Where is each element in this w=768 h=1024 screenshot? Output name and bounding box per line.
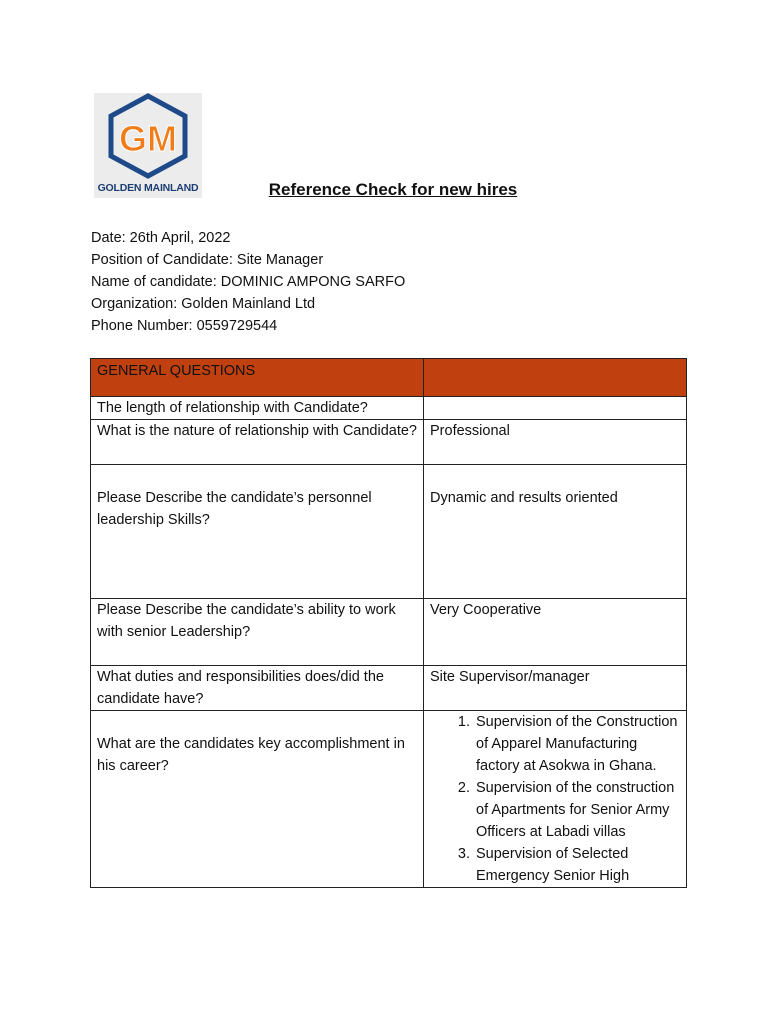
- table-row: [91, 465, 687, 599]
- answer-cell: [424, 397, 687, 420]
- answer-cell: Dynamic and results oriented: [430, 490, 618, 506]
- logo-company-name: GOLDEN MAINLAND: [97, 182, 199, 194]
- table-row: [91, 666, 687, 711]
- gm-hexagon-logo-icon: [94, 93, 202, 181]
- candidate-name-line: Name of candidate: DOMINIC AMPONG SARFO: [91, 274, 406, 290]
- table-row: [91, 599, 687, 666]
- candidate-info: [91, 227, 405, 337]
- header-answer-cell: [424, 359, 687, 397]
- question-cell: What is the nature of relationship with Candidate?: [91, 420, 424, 465]
- table-row: [91, 711, 687, 888]
- header-question-cell: GENERAL QUESTIONS: [91, 359, 424, 397]
- date-line: Date: 26th April, 2022: [91, 230, 231, 246]
- reference-table: [90, 358, 687, 888]
- document-title: Reference Check for new hires: [268, 180, 518, 199]
- table-header-row: [91, 359, 687, 397]
- list-item: 1. Supervision of the Construction of Apparel Manufacturing factory at Asokwa in Ghana.: [474, 711, 680, 777]
- list-item: 3. Supervision of Selected Emergency Senior High: [474, 843, 680, 887]
- table-row: [91, 420, 687, 465]
- list-item: 2. Supervision of the construction of Apartments for Senior Army Officers at Labadi villas: [474, 777, 680, 843]
- question-cell: Please Describe the candidate’s ability to work with senior Leadership?: [91, 599, 424, 666]
- answer-cell: Very Cooperative: [424, 599, 687, 666]
- table-row: [91, 397, 687, 420]
- phone-line: Phone Number: 0559729544: [91, 318, 278, 334]
- answer-cell: Professional: [424, 420, 687, 465]
- answer-cell: Site Supervisor/manager: [424, 666, 687, 711]
- organization-line: Organization: Golden Mainland Ltd: [91, 296, 316, 312]
- accomplishments-list: [430, 711, 680, 887]
- position-line: Position of Candidate: Site Manager: [91, 252, 324, 268]
- question-cell: What are the candidates key accomplishment in his career?: [97, 736, 405, 774]
- question-cell: What duties and responsibilities does/did the candidate have?: [91, 666, 424, 711]
- question-cell: The length of relationship with Candidate?: [91, 397, 424, 420]
- logo-monogram: GM: [119, 118, 177, 159]
- question-cell: Please Describe the candidate’s personnel leadership Skills?: [97, 490, 372, 528]
